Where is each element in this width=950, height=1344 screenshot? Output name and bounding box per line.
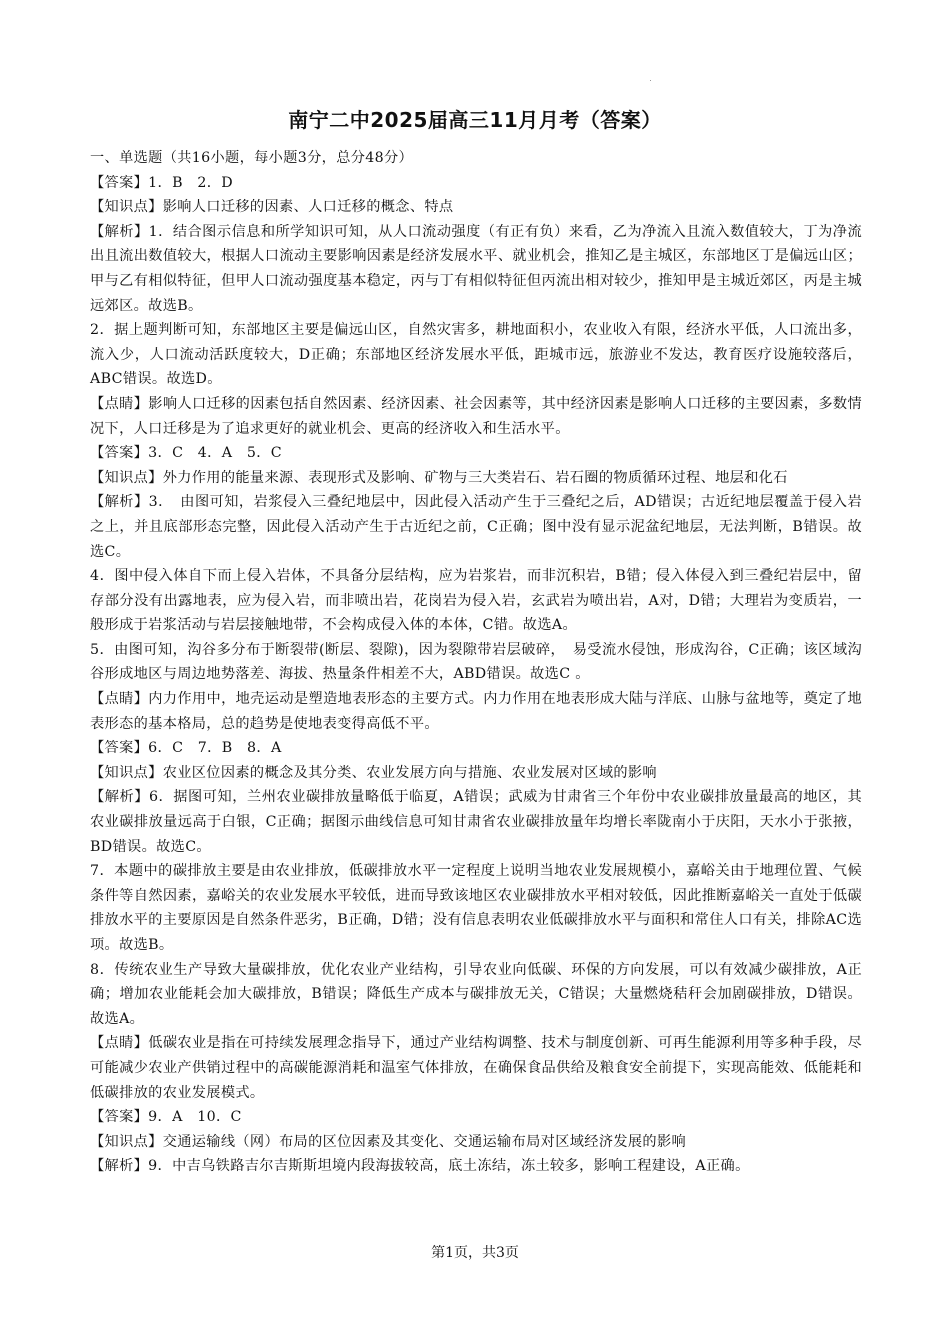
answer-line: 【答案】3．C 4．A 5．C bbox=[90, 445, 282, 462]
key-point-note: 【点睛】影响人口迁移的因素包括自然因素、经济因素、社会因素等，其中经济因素是影响人口迁移的主要因素，多数情况下，人口迁移是为了追求更好的就业机会、更高的经济收入和生活水平。 bbox=[90, 395, 862, 437]
key-point-note: 【点睛】内力作用中，地壳运动是塑造地表形态的主要方式。内力作用在地表形成大陆与洋底、山脉与盆地等，奠定了地表形态的基本格局，总的趋势是使地表变得高低不平。 bbox=[90, 691, 862, 732]
explanation-paragraph: 4．图中侵入体自下而上侵入岩体，不具备分层结构，应为岩浆岩，而非沉积岩，B错；侵入体侵入到三叠纪岩层中，留存部分没有出露地表，应为侵入岩，而非喷出岩，花岗岩为侵入岩，玄武岩为喷出岩，A对，D错；大理岩为变质岩，一般形成于岩浆活动与岩层接触地带，不会构成侵入体的本体，C错。故选A。 bbox=[90, 568, 862, 634]
explanation-paragraph: 5．由图可知，沟谷多分布于断裂带(断层、裂隙)，因为裂隙带岩层破碎， 易受流水侵蚀，形成沟谷，C正确；该区域沟谷形成地区与周边地势落差、海拔、热量条件相差不大，ABD错误。故选C 。 bbox=[90, 641, 862, 683]
explanation-paragraph: 2．据上题判断可知，东部地区主要是偏远山区，自然灾害多，耕地面积小，农业收入有限，经济水平低，人口流出多，流入少，人口流动活跃度较大，D正确；东部地区经济发展水平低，距城市远，旅游业不发达，教育医疗设施较落后，ABC错误。故选D。 bbox=[90, 322, 862, 388]
knowledge-point: 【知识点】影响人口迁移的因素、人口迁移的概念、特点 bbox=[90, 199, 454, 216]
scan-speck bbox=[650, 80, 651, 81]
section-heading: 一、单选题（共16小题，每小题3分，总分48分） bbox=[90, 150, 414, 166]
knowledge-point: 【知识点】农业区位因素的概念及其分类、农业发展方向与措施、农业发展对区域的影响 bbox=[90, 764, 657, 781]
answer-line: 【答案】9．A 10．C bbox=[90, 1109, 242, 1126]
explanation-paragraph: 7．本题中的碳排放主要是由农业排放，低碳排放水平一定程度上说明当地农业发展规模小，嘉峪关由于地理位置、气候条件等自然因素，嘉峪关的农业发展水平较低，进而导致该地区农业碳排放水平相对较低，因此推断嘉峪关一直处于低碳排放水平的主要原因是自然条件恶劣，B正确，D错；没有信息表明农业低碳排放水平与面积和常住人口有关，排除AC选项。故选B。 bbox=[90, 863, 862, 953]
key-point-note: 【点睛】低碳农业是指在可持续发展理念指导下，通过产业结构调整、技术与制度创新、可再生能源利用等多种手段，尽可能减少农业产供销过程中的高碳能源消耗和温室气体排放，在确保食品供给及粮食安全前提下，实现高能效、低能耗和低碳排放的农业发展模式。 bbox=[90, 1035, 862, 1101]
knowledge-point: 【知识点】交通运输线（网）布局的区位因素及其变化、交通运输布局对区域经济发展的影响 bbox=[90, 1133, 687, 1150]
explanation-paragraph: 【解析】6．据图可知，兰州农业碳排放量略低于临夏，A错误；武威为甘肃省三个年份中农业碳排放量最高的地区，其农业碳排放量远高于白银，C正确；据图示曲线信息可知甘肃省农业碳排放量年均增长率陇南小于庆阳，天水小于张掖，BD错误。故选C。 bbox=[90, 789, 862, 855]
answer-line: 【答案】6．C 7．B 8．A bbox=[90, 740, 282, 757]
explanation-paragraph: 8．传统农业生产导致大量碳排放，优化农业产业结构，引导农业向低碳、环保的方向发展，可以有效减少碳排放，A正确；增加农业能耗会加大碳排放，B错误；降低生产成本与碳排放无关，C错误；大量燃烧秸秆会加剧碳排放，D错误。故选A。 bbox=[90, 961, 862, 1027]
answer-line: 【答案】1．B 2．D bbox=[90, 174, 234, 191]
knowledge-point: 【知识点】外力作用的能量来源、表现形式及影响、矿物与三大类岩石、岩石圈的物质循环过程、地层和化石 bbox=[90, 469, 788, 486]
document-body bbox=[90, 146, 862, 1179]
document-title: 南宁二中2025届高三11月月考（答案） bbox=[288, 108, 662, 132]
explanation-paragraph: 【解析】3． 由图可知，岩浆侵入三叠纪地层中，因此侵入活动产生于三叠纪之后，AD错误；古近纪地层覆盖于侵入岩之上，并且底部形态完整，因此侵入活动产生于古近纪之前，C正确；图中没有显示泥盆纪地层，无法判断，B错误。故选C。 bbox=[90, 494, 862, 560]
explanation-paragraph: 【解析】1．结合图示信息和所学知识可知，从人口流动强度（有正有负）来看，乙为净流入且流入数值较大，丁为净流出且流出数值较大，根据人口流动主要影响因素是经济发展水平、就业机会，推知乙是主城区，东部地区丁是偏远山区；甲与乙有相似特征，但甲人口流动强度基本稳定，丙与丁有相似特征但丙流出相对较少，推知甲是主城近郊区，丙是主城远郊区。故选B。 bbox=[90, 223, 862, 314]
explanation-paragraph: 【解析】9．中吉乌铁路吉尔吉斯斯坦境内段海拔较高，底土冻结，冻土较多，影响工程建设，A正确。 bbox=[90, 1158, 750, 1175]
page-footer: 第1页，共3页 bbox=[431, 1245, 519, 1261]
